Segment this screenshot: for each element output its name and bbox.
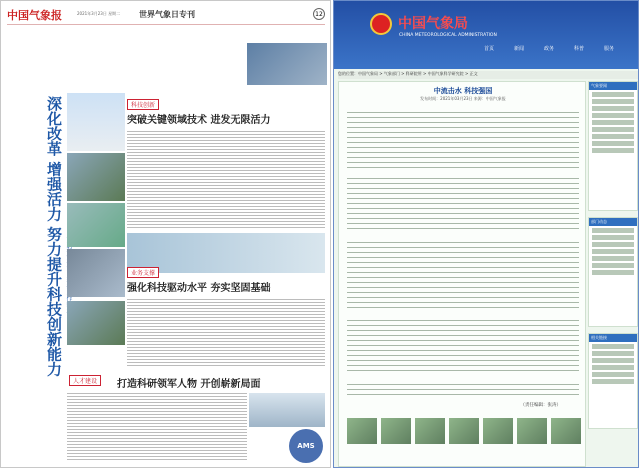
article-paragraph <box>347 108 579 168</box>
nav-item[interactable]: 服务 <box>604 46 615 52</box>
article-paragraph <box>347 238 579 310</box>
balloon-photo <box>67 93 125 151</box>
article-paragraph <box>347 380 579 398</box>
masthead-graphic <box>71 25 171 85</box>
newspaper-masthead <box>7 7 325 25</box>
newspaper-logo: 中国气象报 <box>7 9 62 22</box>
sidebar-heading[interactable]: 部门动态 <box>589 218 637 226</box>
sidebar <box>588 81 638 467</box>
sidebar-heading[interactable]: 气象要闻 <box>589 82 637 90</box>
article-panel <box>338 81 586 467</box>
section-tag: 人才建设 <box>69 375 101 386</box>
article-paragraph <box>347 316 579 374</box>
vertical-headline: 深化改革 增强活力 努力提升科技创新能力 <box>45 96 63 377</box>
main-nav <box>484 45 639 65</box>
page-number: 12 <box>313 8 325 20</box>
article-paragraph <box>347 174 579 232</box>
sidebar-box <box>588 81 638 211</box>
website-header <box>334 1 639 69</box>
ams-badge: AMS <box>289 429 323 463</box>
site-name: 中国气象局 <box>398 16 468 32</box>
breadcrumb[interactable]: 您的位置：中国气象局 > 气象部门 > 科研院所 > 中国气象科学研究院 > 正文 <box>338 71 638 79</box>
nav-item[interactable]: 首页 <box>484 46 495 52</box>
nav-item[interactable]: 新闻 <box>514 46 525 52</box>
nav-item[interactable]: 科普 <box>574 46 585 52</box>
site-english-name: CHINA METEOROLOGICAL ADMINISTRATION <box>399 33 497 38</box>
article-text <box>127 297 325 367</box>
gallery-thumb[interactable] <box>551 418 581 444</box>
gallery-thumb[interactable] <box>415 418 445 444</box>
section-tag: 业务支撑 <box>127 267 159 278</box>
nav-item[interactable]: 政务 <box>544 46 555 52</box>
article-meta: 发布时间：2021年03月23日 来源：中国气象报 <box>420 96 506 101</box>
gallery-thumb[interactable] <box>449 418 479 444</box>
section-headline: 强化科技驱动水平 夯实坚固基础 <box>127 283 271 294</box>
gallery-thumb[interactable] <box>483 418 513 444</box>
article-text <box>67 391 247 461</box>
section-tag: 科技创新 <box>127 99 159 110</box>
national-emblem-icon <box>370 13 392 35</box>
lab-photo <box>67 249 125 297</box>
section-headline: 打造科研领军人物 开创崭新局面 <box>117 379 261 390</box>
gallery-thumb[interactable] <box>381 418 411 444</box>
issue-date: 2021年3月23日 星期二 <box>77 11 121 16</box>
satellite-photo <box>247 43 327 85</box>
gallery-thumb[interactable] <box>517 418 547 444</box>
special-issue-title: 世界气象日专刊 <box>139 10 195 19</box>
article-author: （责任编辑：张涛） <box>520 403 561 408</box>
article-text <box>127 129 325 229</box>
sidebar-box <box>588 333 638 429</box>
aircraft-photo <box>249 393 325 427</box>
sidebar-heading[interactable]: 相关链接 <box>589 334 637 342</box>
sidebar-box <box>588 217 638 327</box>
article-title: 中流击水 科技强国 <box>433 87 493 95</box>
crop-photo <box>67 203 125 247</box>
gallery-thumb[interactable] <box>347 418 377 444</box>
green-photo <box>67 301 125 345</box>
website-page <box>333 0 639 468</box>
section-headline: 突破关键领域技术 进发无限活力 <box>127 115 271 126</box>
field-photo <box>67 153 125 201</box>
